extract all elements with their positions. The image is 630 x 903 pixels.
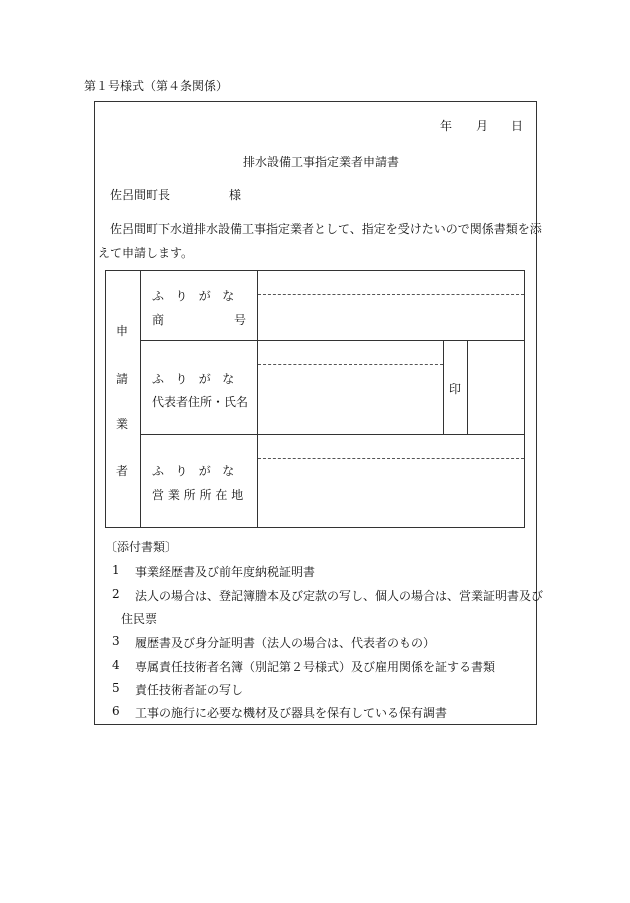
attachment-number: 3 [112, 634, 120, 648]
attachment-number: 6 [112, 704, 120, 718]
trade-name-furigana-field[interactable] [260, 272, 522, 292]
attachment-number: 2 [112, 587, 120, 601]
office-address-furigana-field[interactable] [260, 436, 522, 456]
representative-label: 代表者住所・氏名 [152, 395, 249, 409]
office-address-furigana-line [258, 458, 524, 459]
office-address-field[interactable] [260, 461, 522, 525]
attachment-text-continued: 住民票 [121, 612, 158, 626]
addressee-honorific: 様 [229, 188, 242, 202]
representative-furigana-field[interactable] [260, 342, 441, 362]
form-id: 第１号様式（第４条関係） [84, 79, 229, 93]
date-month-label: 月 [476, 119, 489, 133]
attachment-number: 5 [112, 681, 120, 695]
attachment-text: 工事の施行に必要な機材及び器具を保有している保有調書 [135, 706, 448, 720]
trade-name-furigana-label: ふりがな [152, 289, 246, 303]
trade-name-char: 商 [152, 313, 165, 327]
attachment-text: 履歴書及び身分証明書（法人の場合は、代表者のもの） [135, 636, 436, 650]
date-year-label: 年 [440, 119, 453, 133]
side-label-char: 業 [116, 417, 129, 431]
attachment-number: 1 [112, 563, 120, 577]
date-day-label: 日 [511, 119, 524, 133]
representative-furigana-label: ふりがな [152, 372, 246, 386]
attachment-text: 専属責任技術者名簿（別記第２号様式）及び雇用関係を証する書類 [135, 660, 496, 674]
seal-box[interactable] [472, 345, 520, 429]
attachment-number: 4 [112, 658, 120, 672]
representative-field[interactable] [260, 367, 441, 432]
attachment-text: 責任技術者証の写し [135, 683, 244, 697]
body-text-line2: えて申請します。 [98, 246, 194, 260]
form-title: 排水設備工事指定業者申請書 [243, 155, 400, 169]
trade-name-field[interactable] [260, 297, 522, 338]
seal-mark: 印 [449, 382, 462, 396]
attachments-heading: 〔添付書類〕 [105, 540, 178, 554]
attachment-text: 事業経歴書及び前年度納税証明書 [135, 565, 316, 579]
side-label-char: 請 [116, 372, 129, 386]
attachment-text: 法人の場合は、登記簿謄本及び定款の写し、個人の場合は、営業証明書及び [135, 589, 544, 603]
trade-name-char: 号 [233, 313, 246, 327]
office-address-furigana-label: ふりがな [152, 464, 246, 478]
side-label-char: 者 [116, 464, 129, 478]
office-address-label: 営業所所在地 [152, 488, 248, 502]
trade-name-furigana-line [258, 294, 524, 295]
representative-furigana-line [258, 364, 443, 365]
body-text-line1: 佐呂間町下水道排水設備工事指定業者として、指定を受けたいので関係書類を添 [110, 222, 542, 236]
side-label-char: 申 [116, 324, 129, 338]
addressee-name: 佐呂間町長 [110, 188, 171, 202]
